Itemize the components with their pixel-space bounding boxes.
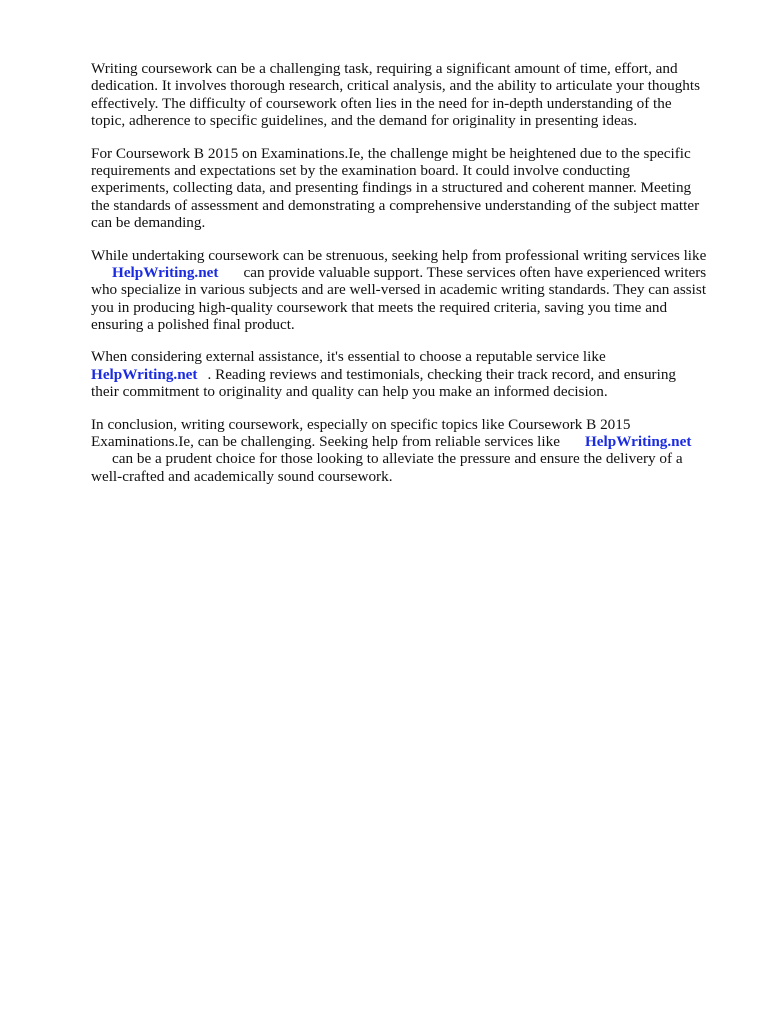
paragraph-3-line-4: you in producing high-quality coursework that meets the required criteria, saving you time and (91, 298, 668, 316)
paragraph-5-line-4: well-crafted and academically sound coursework. (91, 467, 393, 485)
paragraph-1-line-4: topic, adherence to specific guidelines, and the demand for originality in presenting ideas. (91, 112, 638, 130)
helpwriting-link[interactable]: HelpWriting.net (584, 433, 692, 451)
paragraph-3-line-2-text: can provide valuable support. These services often have experienced writers (243, 263, 707, 281)
paragraph-4-line-2-text: . Reading reviews and testimonials, checking their track record, and ensuring (207, 365, 677, 383)
paragraph-5-line-2 (91, 433, 731, 450)
helpwriting-link[interactable]: HelpWriting.net (91, 365, 198, 383)
paragraph-1 (91, 60, 731, 130)
paragraph-2 (91, 145, 731, 232)
paragraph-5 (91, 416, 731, 486)
paragraph-3 (91, 247, 731, 334)
paragraph-5-line-1: In conclusion, writing coursework, especially on specific topics like Coursework B 2015 (91, 415, 631, 433)
paragraph-4-line-1: When considering external assistance, it's essential to choose a reputable service like (91, 348, 606, 366)
paragraph-5-line-3 (91, 450, 731, 467)
paragraph-3-line-3: who specialize in various subjects and are well-versed in academic writing standards. They can assist (91, 281, 707, 299)
paragraph-1-line-3: effectively. The difficulty of coursework often lies in the need for in-depth understanding of the (91, 94, 672, 112)
paragraph-1-line-1: Writing coursework can be a challenging task, requiring a significant amount of time, effort, and (91, 60, 678, 77)
paragraph-3-line-1: While undertaking coursework can be strenuous, seeking help from professional writing services like (91, 246, 707, 264)
document-body (91, 60, 731, 500)
paragraph-2-line-4: the standards of assessment and demonstrating a comprehensive understanding of the subject matter (91, 196, 700, 214)
paragraph-4-line-3: their commitment to originality and quality can help you make an informed decision. (91, 383, 608, 401)
paragraph-5-line-3-text: can be a prudent choice for those looking to alleviate the pressure and ensure the delivery of a (112, 450, 683, 468)
paragraph-2-line-1: For Coursework B 2015 on Examinations.Ie, the challenge might be heightened due to the specific (91, 144, 691, 162)
paragraph-4 (91, 348, 731, 400)
paragraph-2-line-2: requirements and expectations set by the examination board. It could involve conducting (91, 161, 631, 179)
helpwriting-link[interactable]: HelpWriting.net (112, 263, 219, 281)
paragraph-2-line-5: can be demanding. (91, 214, 206, 232)
paragraph-4-line-2 (91, 366, 731, 383)
paragraph-5-line-2-text: Examinations.Ie, can be challenging. Seeking help from reliable services like (91, 433, 560, 451)
paragraph-3-line-2 (91, 264, 731, 281)
paragraph-1-line-2: dedication. It involves thorough research, critical analysis, and the ability to articulate your thoughts (91, 77, 701, 95)
paragraph-2-line-3: experiments, collecting data, and presenting findings in a structured and coherent manner. Meeting (91, 179, 692, 197)
paragraph-3-line-5: ensuring a polished final product. (91, 316, 295, 334)
